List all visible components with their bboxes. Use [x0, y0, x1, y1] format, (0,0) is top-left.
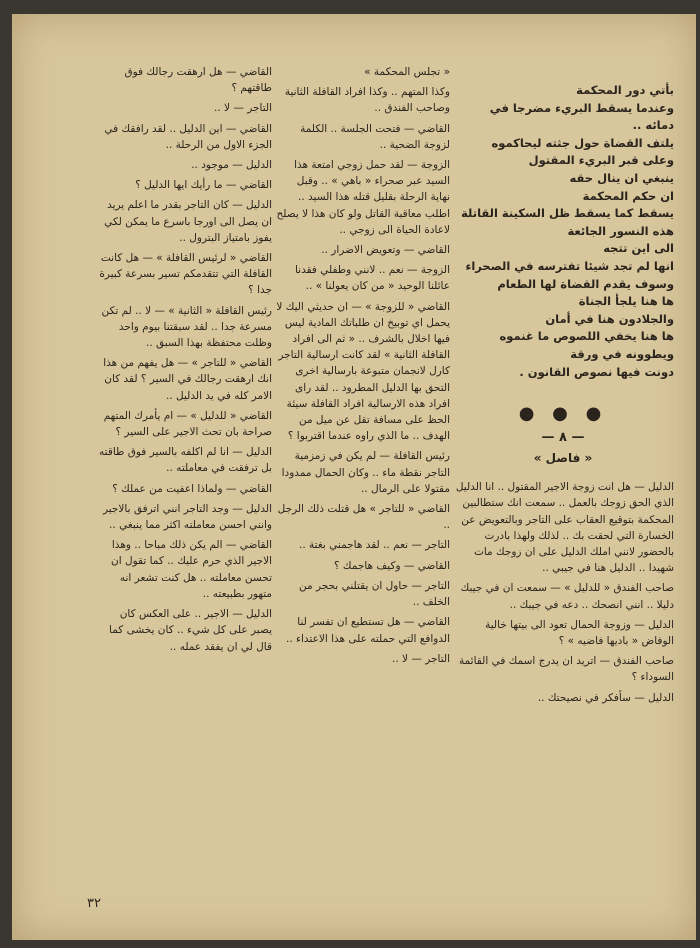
- dialogue-paragraph: صاحب الفندق « للدليل » — سمعت ان في جيبك دليلا .. انني انصحك .. دعه في جيبك ..: [460, 582, 674, 611]
- dialogue-paragraph: الدليل — موجود ..: [191, 159, 272, 172]
- poem-line: وسوف يقدم القضاة لها الطعام: [497, 276, 674, 291]
- dialogue-paragraph: الدليل — كان التاجر بقدر ما اعلم يريد ان يصل الى اورجا باسرع ما يمكن لكي يفوز بامتياز البترول ..: [104, 199, 272, 244]
- dialogue-paragraph: رئيس القافلة « الثانية » — لا .. لم تكن مسرعة جدا .. لقد سبقتنا بيوم واحد وظلت محتفظة بهذا السبق ..: [101, 304, 272, 350]
- dialogue-paragraph: التاجر — حاول ان يقتلني بحجر من الخلف ..: [299, 579, 450, 609]
- section-title: « فاصل »: [533, 451, 593, 466]
- poem-line: ينبغي ان ينال حقه: [569, 170, 674, 185]
- dialogue-paragraph: القاضي — وتعويض الاضرار ..: [321, 244, 450, 257]
- section-divider-dots: ● ● ●: [518, 403, 608, 425]
- dialogue-paragraph: الدليل — هل انت زوجة الاجير المقتول .. انا الدليل الذي الحق زوجك بالعمل .. سمعت انك ستطالبين المحكمة بتوقيع العقاب على التاجر وبالتعويض عن الخسارة التي لحقت بك .. لذلك ولهذا بادرت بالحضور لانني املك الدليل على ان زوجك مات شهيدا .. الدليل هنا في جيبي ..: [455, 481, 674, 575]
- left-column: [97, 64, 272, 659]
- dialogue-paragraph: التاجر — نعم .. لقد هاجمني بغتة ..: [299, 539, 450, 552]
- section-number: — ٨ —: [541, 430, 585, 446]
- dialogue-paragraph: وكذا المتهم .. وكذا افراد القافلة الثانية وصاحب الفندق ..: [284, 86, 450, 115]
- dialogue-paragraph: رئيس القافلة — لم يكن في زمزمية التاجر نقطة ماء .. وكان الحمال ممدودا مقتولا على الرمال ..: [281, 450, 450, 495]
- dialogue-paragraph: الدليل — وجد التاجر انني اترفق بالاجير وانني احسن معاملته اكثر مما ينبغي ..: [102, 502, 272, 532]
- dialogue-paragraph: القاضي — وكيف هاجمك ؟: [334, 559, 450, 572]
- middle-column: [275, 64, 450, 671]
- dialogue-paragraph: الزوجة — نعم .. لانني وطفلي فقدنا عائلنا الوحيد « من كان يعولنا » ..: [294, 264, 450, 293]
- poem-line: انها لم تجد شيئا تفترسه في الصحراء: [465, 258, 674, 273]
- dialogue-paragraph: الدليل — انا لم اكلفه بالسير فوق طاقته بل ترفقت في معاملته ..: [99, 446, 272, 475]
- dialogue-paragraph: التاجر — لا ..: [392, 652, 450, 665]
- poem-line: وعلى قبر البريء المقتول: [528, 153, 674, 168]
- dialogue-paragraph: القاضي « للزوجة » — ان حديثي اليك لا يحمل اي توبيخ ان طلباتك المادية ليس فيها اخلال بالشرف .. « ثم الى افراد القافلة الثانية » لقد كانت ارسالية التاجر كارل لانجمان متبوعة بارسالية اخرى التحق بها الدليل المطرود .. لقد راى افراد هذه الارسالية افراد القافلة سيئة الحظ على مسافة تقل عن ميل من الهدف .. ما الذي راوه عندما اقتربوا ؟: [276, 300, 450, 443]
- poem-line: ان حكم المحكمة: [582, 188, 674, 203]
- poem-line: وعندما يسقط البريء مضرجا في: [489, 100, 674, 115]
- poem-line: ها هنا يلجأ الجناة: [578, 294, 674, 309]
- poem-line: يسقط كما يسقط ظل السكينة القاتلة: [461, 206, 674, 221]
- dialogue-paragraph: الزوجة — لقد حمل زوجي امتعة هذا السيد عبر صحراء « باهي » .. وقبل نهاية الرحلة بقليل قتله هذا السيد .. اطلب معاقبة القاتل ولو كان هذا لا يصلح لاعادة الحياة الى زوجي ..: [276, 159, 450, 236]
- dialogue-paragraph: القاضي — الم يكن ذلك مباحا .. وهذا الاجير الذي حرم عليك .. كما تقول ان تحسن معاملته .. هل كنت تشعر انه متهور بطبيعته ..: [111, 539, 272, 600]
- dialogue-paragraph: القاضي « لرئيس القافلة » — هل كانت القافلة التي تتقدمكم تسير بسرعة كبيرة جدا ؟: [99, 252, 272, 297]
- dialogue-paragraph: القاضي — هل ارهقت رجالك فوق طاقتهم ؟: [124, 66, 272, 95]
- dialogue-paragraph: الدليل — الاجير .. على العكس كان يصبر على كل شيء .. كان يخشى كما قال لي ان يفقد عمله ..: [109, 608, 272, 653]
- page-number: ٣٢: [87, 896, 101, 911]
- poem-line: بأتي دور المحكمة: [576, 83, 674, 97]
- dialogue-block: [452, 479, 674, 706]
- dialogue-paragraph: القاضي — اين الدليل .. لقد رافقك في الجزء الاول من الرحلة ..: [104, 122, 272, 151]
- dialogue-paragraph: صاحب الفندق — اتريد ان يدرج اسمك في القائمة السوداء ؟: [458, 655, 674, 684]
- dialogue-paragraph: « تجلس المحكمة »: [364, 66, 450, 78]
- dialogue-paragraph: القاضي — ما رأيك ايها الدليل ؟: [135, 179, 272, 192]
- poem-line: والجلادون هنا في أمان: [545, 311, 674, 326]
- poem-line: هذه النسور الجائعة: [567, 223, 674, 238]
- dialogue-paragraph: الدليل — وزوجة الحمال تعود الى بيتها خالية الوفاض « باديها فاضيه » ؟: [485, 618, 674, 647]
- right-column: [452, 82, 674, 710]
- dialogue-paragraph: القاضي — ولماذا اعفيت من عملك ؟: [112, 482, 272, 495]
- dialogue-paragraph: القاضي « للتاجر » — هل يفهم من هذا انك ارهقت رجالك في السير ؟ لقد كان الامر كله في يد الدليل ..: [103, 357, 272, 402]
- dialogue-paragraph: الدليل — سأفكر في نصيحتك ..: [537, 691, 674, 704]
- poem-block: [452, 82, 674, 381]
- poem-line: الى اين تتجه: [603, 241, 674, 256]
- poem-line: ويطوونه في ورقة: [570, 346, 674, 361]
- dialogue-paragraph: القاضي — فتحت الجلسة .. الكلمة لزوجة الضحية ..: [300, 122, 450, 151]
- dialogue-paragraph: القاضي « للتاجر » هل قتلت ذلك الرجل ..: [277, 503, 450, 532]
- poem-line: ها هنا يخفي اللصوص ما غنموه: [499, 329, 674, 344]
- document-page: [12, 14, 696, 940]
- poem-line: يلتف القضاة حول جثته ليحاكموه: [491, 135, 674, 150]
- dialogue-paragraph: القاضي — هل تستطيع ان تفسر لنا الدوافع التي حملته على هذا الاعتداء ..: [286, 616, 450, 645]
- dialogue-paragraph: التاجر — لا ..: [214, 102, 272, 115]
- poem-line: دمائه ..: [632, 118, 674, 133]
- dialogue-paragraph: القاضي « للدليل » — ام يأمرك المتهم صراحة بان تحث الاجير على السير ؟: [103, 409, 272, 439]
- poem-line: دونت فيها نصوص القانون .: [519, 364, 674, 379]
